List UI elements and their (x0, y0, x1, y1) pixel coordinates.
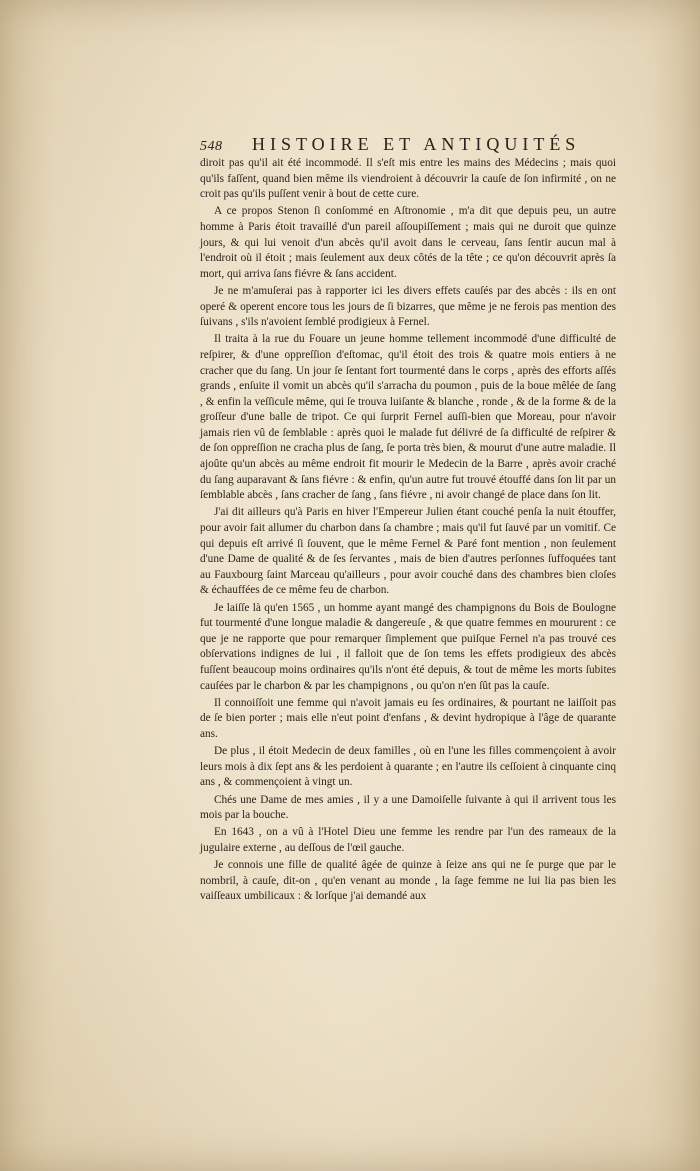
paragraph: Je laiſſe là qu'en 1565 , un homme ayant mangé des champignons du Bois de Boulogne fut tourmenté d'une longue maladie & dangereuſe , & que quatre femmes en moururent : ce que je ne rapporte que pour remarquer ſimplement que puiſque Fernel n'a pas trouvé ces obſervations indignes de lui , il falloit que de ſon tems les effets prodigieux des abcès fuſſent beaucoup moins ordinaires qu'ils n'ont été depuis, & tout de même les morts ſubites cauſées par le charbon & par les champignons , ou qu'on n'en ſût pas la cauſe. (200, 601, 616, 692)
paragraph: De plus , il étoit Medecin de deux familles , où en l'une les filles commençoient à avoir leurs mois à dix ſept ans & les perdoient à quarante ; en l'autre ils ceſſoient à cinquante cinq ans , & commençoient à vingt un. (200, 745, 616, 789)
paragraph: Je ne m'amuſerai pas à rapporter ici les divers effets cauſés par des abcès : ils en ont operé & operent encore tous les jours de ſi bizarres, que même je ne ferois pas mention des ſuivans , s'ils n'avoient ſemblé prodigieux à Fernel. (200, 284, 616, 329)
running-head: HISTOIRE ET ANTIQUITÉS (252, 134, 581, 154)
paragraph: J'ai dit ailleurs qu'à Paris en hiver l'Empereur Julien étant couché penſa la nuit étouffer, pour avoir fait allumer du charbon dans ſa chambre ; mais qu'il fut ſauvé par un vomitif. Ce qui depuis eſt arrivé ſi ſouvent, que le même Fernel & Paré font mention , non ſeulement d'une Dame de qualité & de ſes ſervantes , mais de bien d'autres perſonnes ſuffoquées tant au Fauxbourg ſaint Marceau qu'ailleurs , pour avoir couché dans des chambres bien cloſes & échauffées de ce même feu de charbon. (200, 506, 616, 597)
page-header (200, 134, 580, 154)
paragraph: En 1643 , on a vû à l'Hotel Dieu une femme les rendre par l'un des rameaux de la jugulaire externe , au deſſous de l'œil gauche. (200, 826, 616, 854)
paragraph: Chés une Dame de mes amies , il y a une Damoiſelle ſuivante à qui il arrivent tous les mois par la bouche. (200, 793, 616, 822)
paragraph: Je connois une fille de qualité âgée de quinze à ſeize ans qui ne ſe purge que par le nombril, à cauſe, dit-on , qu'en venant au monde , la ſage femme ne lui lia pas bien les vaiſſeaux umbilicaux : & lorſque j'ai demandé aux (200, 859, 616, 903)
paragraph: diroit pas qu'il ait été incommodé. Il s'eſt mis entre les mains des Médecins ; mais quoi qu'ils faſſent, quand bien même ils viendroient à découvrir la cauſe de ſon infirmité , on ne croit pas qu'ils puſſent venir à bout de cette cure. (200, 157, 616, 201)
page-number: 548 (200, 139, 223, 154)
body-text (200, 156, 616, 906)
paragraph: Il connoiſſoit une femme qui n'avoit jamais eu ſes ordinaires, & pourtant ne laiſſoit pas de ſe bien porter ; mais elle n'eut point d'enfans , & devint hydropique à l'âge de quarante ans. (200, 696, 616, 740)
paragraph: A ce propos Stenon ſi conſommé en Aſtronomie , m'a dit que depuis peu, un autre homme à Paris étoit travaillé d'un pareil aſſoupiſſement ; mais qui ne duroit que quinze jours, & qui lui venoit d'un abcès qu'il avoit dans le cerveau, ſans ſentir aucun mal à l'endroit où il étoit ; mais ſeulement aux deux côtés de la tête ; ce qu'on découvrit après ſa mort, qui arriva ſans fiévre & ſans accident. (200, 205, 616, 280)
paragraph: Il traita à la rue du Fouare un jeune homme tellement incommodé d'une difficulté de reſpirer, & d'une oppreſſion d'eſtomac, qu'il étoit des trois & quatre mois entiers à ne cracher que du ſang. Un jour ſe ſentant fort tourmenté dans le corps , après des efforts aſſés grands , enſuite il vomit un abcès qu'il s'arracha du poumon , puis de la boue mêlée de ſang , & enfin la veſſicule même, qui ſe trouva luiſante & blanche , ronde , & de la forme & de la groſſeur d'une balle de tripot. Ce qui ſurprit Fernel auſſi-bien que Moreau, pour n'avoir jamais rien vû de ſemblable : après quoi le malade fut délivré de ſa difficulté de reſpirer & de ſon oppreſſion ne cracha plus de ſang, ſe porta très bien, & mourut d'une autre maladie. Il ajoûte qu'un abcès au même endroit fit mourir le Medecin de la Barre , après avoir craché du ſang auparavant & ſans fiévre : & enfin, qu'un autre fut trouvé étouffé dans ſon lit par un ſemblable abcès , ſans cracher de ſang , ſans fiévre , ni avoir changé de place dans ſon lit. (200, 333, 616, 502)
